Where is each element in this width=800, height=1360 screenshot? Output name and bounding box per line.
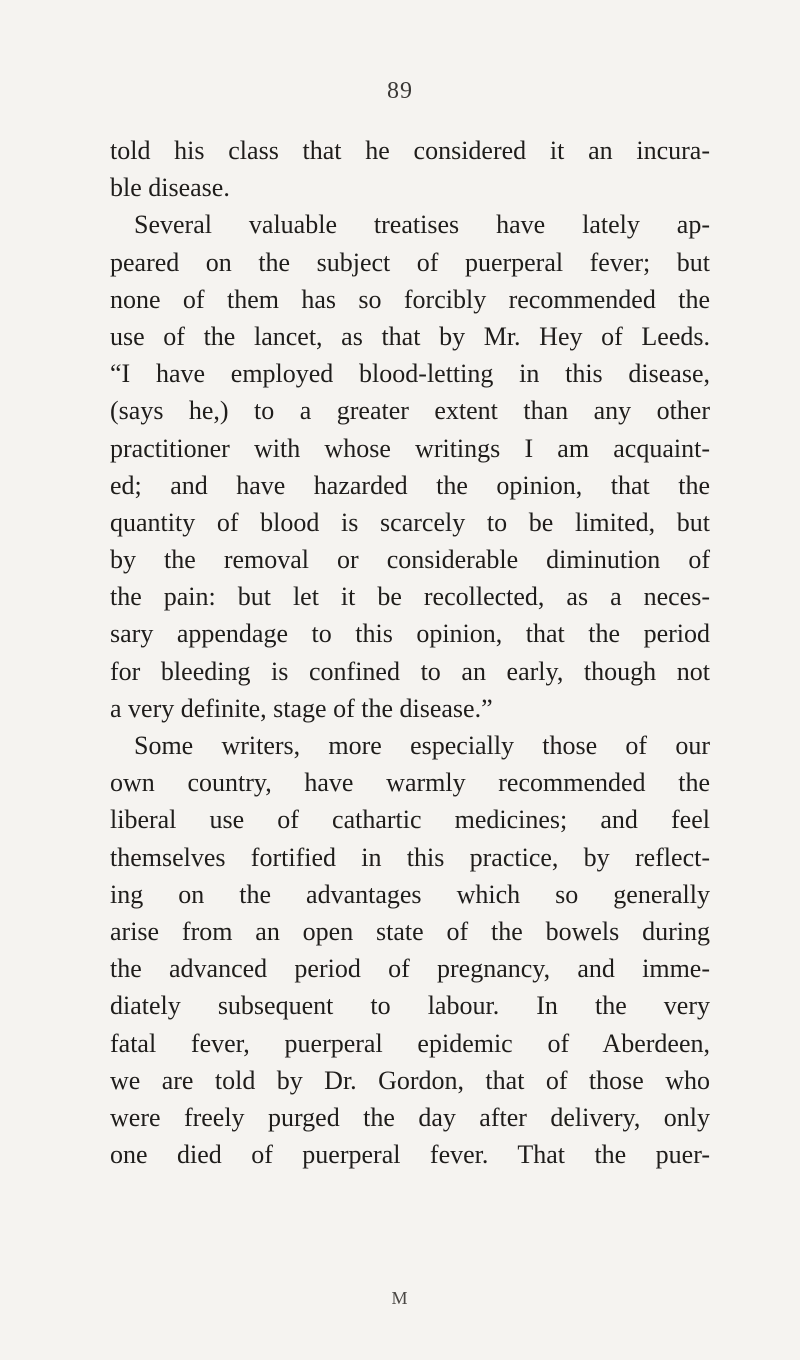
text-line: ed; and have hazarded the opinion, that the — [110, 470, 710, 500]
text-line: arise from an open state of the bowels during — [110, 916, 710, 946]
text-line: peared on the subject of puerperal fever; but — [110, 247, 710, 277]
text-line: by the removal or considerable diminution of — [110, 545, 710, 575]
text-line: fatal fever, puerperal epidemic of Aberdeen, — [110, 1028, 710, 1058]
text-line: were freely purged the day after delivery, only — [110, 1102, 710, 1132]
text-line: practitioner with whose writings I am acquaint- — [110, 433, 710, 463]
text-line: use of the lancet, as that by Mr. Hey of Leeds. — [110, 321, 710, 351]
paragraph-start-line: Several valuable treatises have lately ap- — [134, 210, 710, 240]
body-text — [110, 132, 710, 1173]
text-line: the pain: but let it be recollected, as a neces- — [110, 582, 710, 612]
text-line: “I have employed blood-letting in this disease, — [110, 359, 710, 389]
text-line: one died of puerperal fever. That the puer- — [110, 1140, 710, 1170]
text-line: none of them has so forcibly recommended the — [110, 284, 710, 314]
text-line: sary appendage to this opinion, that the period — [110, 619, 710, 649]
text-line: the advanced period of pregnancy, and imme- — [110, 954, 710, 984]
text-line: liberal use of cathartic medicines; and feel — [110, 805, 710, 835]
text-line: (says he,) to a greater extent than any other — [110, 396, 710, 426]
text-line: ing on the advantages which so generally — [110, 879, 710, 909]
text-line: ble disease. — [110, 173, 230, 203]
text-line: quantity of blood is scarcely to be limited, but — [110, 507, 710, 537]
paragraph-start-line: Some writers, more especially those of our — [134, 731, 710, 760]
text-line: themselves fortified in this practice, by reflect- — [110, 842, 710, 872]
signature-mark: M — [391, 1288, 409, 1308]
text-line: a very definite, stage of the disease.” — [110, 693, 493, 723]
text-line: diately subsequent to labour. In the very — [110, 991, 710, 1021]
page-number: 89 — [387, 78, 413, 104]
text-line: we are told by Dr. Gordon, that of those who — [110, 1065, 710, 1095]
text-line: own country, have warmly recommended the — [110, 768, 710, 798]
text-line: told his class that he considered it an incura- — [110, 136, 710, 165]
text-line: for bleeding is confined to an early, though not — [110, 656, 710, 686]
